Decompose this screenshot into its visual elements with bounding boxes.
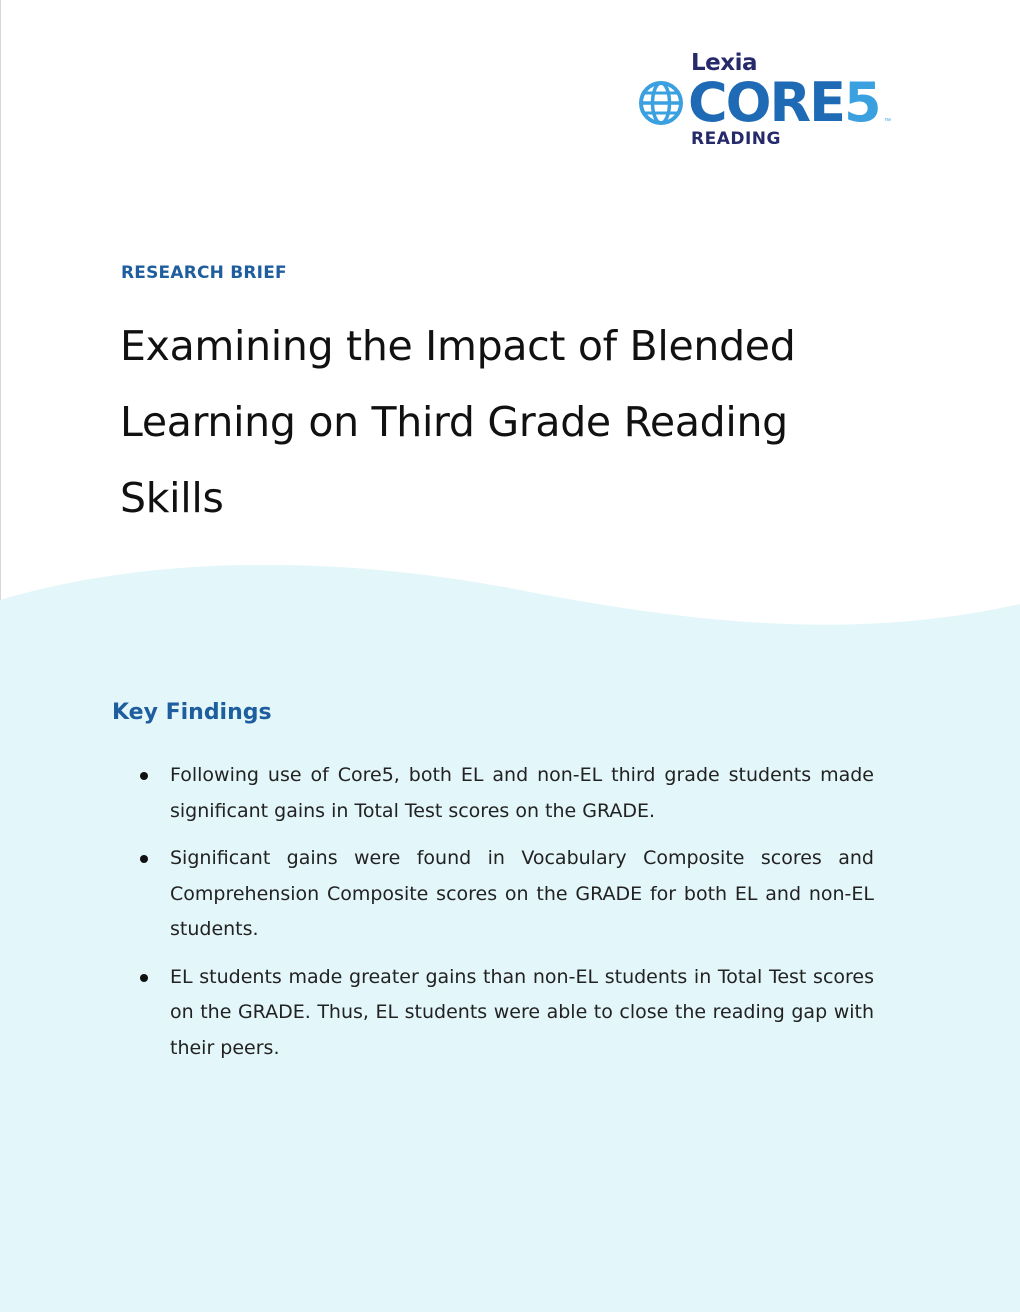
document-kicker: RESEARCH BRIEF — [121, 263, 287, 283]
bullet-icon — [140, 974, 148, 982]
logo-product-number: 5 — [844, 71, 880, 134]
finding-item — [140, 758, 874, 829]
logo-brand: Lexia — [691, 50, 757, 76]
trademark-symbol: ™ — [884, 118, 891, 125]
finding-text: EL students made greater gains than non-EL students in Total Test scores on the GRADE. Thus, EL students were able to close the reading gap with their peers. — [170, 965, 874, 1059]
bullet-icon — [140, 855, 148, 863]
finding-text: Significant gains were found in Vocabulary Composite scores and Comprehension Composite scores on the GRADE for both EL and non-EL students. — [170, 847, 874, 940]
key-findings-list — [140, 758, 874, 1078]
bullet-icon — [140, 772, 148, 780]
globe-icon — [638, 80, 684, 126]
lexia-core5-logo — [636, 48, 906, 158]
key-findings-heading: Key Findings — [112, 700, 272, 725]
finding-item — [140, 960, 874, 1067]
finding-text: Following use of Core5, both EL and non-EL third grade students made significant gains in Total Test scores on the GRADE. — [170, 764, 874, 822]
document-title: Examining the Impact of Blended Learning on Third Grade Reading Skills — [120, 322, 796, 522]
logo-product — [688, 70, 880, 136]
logo-product-main: CORE — [688, 71, 845, 134]
finding-item — [140, 841, 874, 948]
logo-subtitle: READING — [691, 129, 781, 149]
